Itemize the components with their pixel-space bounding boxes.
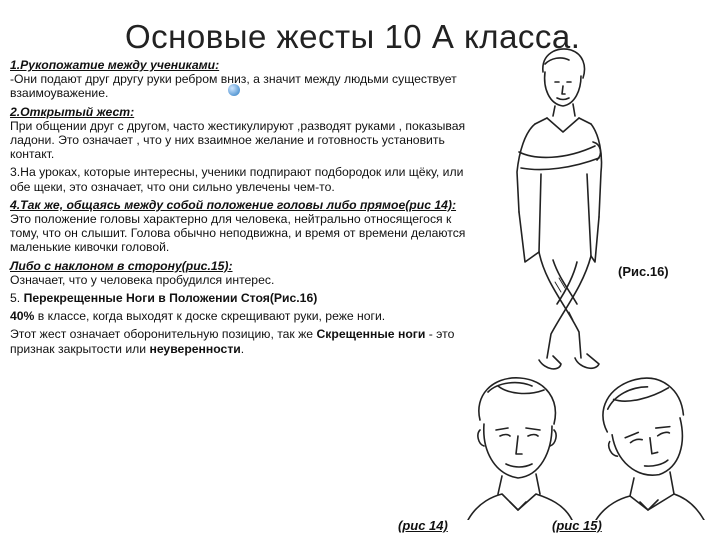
paragraph-1 bbox=[10, 58, 468, 101]
text-uncertainty: неуверенности bbox=[149, 341, 241, 356]
slide-title: Основые жесты 10 А класса. bbox=[125, 18, 581, 55]
heading-open-gesture: 2.Открытый жест: bbox=[10, 104, 135, 119]
figure-16-caption: (Рис.16) bbox=[618, 264, 669, 279]
paragraph-4 bbox=[10, 198, 468, 255]
text-chin-support: 3.На уроках, которые интересны, ученики подпирают подбородок или щёку, или обе щеки, это означает, что они сильно увлечены чем-то. bbox=[10, 165, 464, 194]
text-closed: - это признак закрытости или bbox=[10, 327, 455, 356]
text-crossed-legs-prefix: 5. bbox=[10, 291, 24, 306]
paragraph-6 bbox=[10, 291, 468, 305]
figure-14-caption: (рис 14) bbox=[398, 518, 448, 533]
text-head-position: Это положение головы характерно для человека, нейтрально относящегося к тому, что он слышит. Голова обычно неподвижна, и время от времени делаются маленькие кивочки головой. bbox=[10, 212, 466, 255]
text-percent: 40% bbox=[10, 309, 35, 324]
heading-head-tilt: Либо с наклоном в сторону(рис.15): bbox=[10, 258, 233, 273]
body-text bbox=[10, 58, 468, 360]
head-straight-illustration bbox=[458, 370, 578, 520]
text-crossed-arms: в классе, когда выходят к доске скрещивают руки, реже ноги. bbox=[34, 309, 386, 324]
paragraph-2 bbox=[10, 105, 468, 162]
text-handshake: -Они подают друг другу руки ребром вниз, а значит между людьми существует взаимоуважение. bbox=[10, 72, 457, 101]
head-tilted-illustration bbox=[588, 370, 708, 520]
paragraph-5 bbox=[10, 259, 468, 287]
text-defensive: Этот жест означает оборонительную позицию, так же bbox=[10, 327, 317, 342]
text-open-gesture: При общении друг с другом, часто жестикулируют ,разводят руками , показывая ладони. Это означает , что у них взаимное желание и готовность установить контакт. bbox=[10, 118, 466, 162]
heading-head-position: 4.Так же, общаясь между собой положение головы либо прямое(рис 14): bbox=[10, 197, 457, 212]
text-crossed-legs-title: Перекрещенные Ноги в Положении Стоя(Рис.16) bbox=[23, 291, 318, 306]
paragraph-7 bbox=[10, 309, 468, 323]
heading-handshake: 1.Рукопожатие между учениками: bbox=[10, 58, 220, 72]
standing-figure-illustration bbox=[495, 42, 625, 382]
text-end: . bbox=[240, 341, 245, 356]
paragraph-8 bbox=[10, 327, 468, 355]
text-head-tilt: Означает, что у человека пробудился интерес. bbox=[10, 272, 275, 287]
paragraph-3 bbox=[10, 165, 468, 193]
text-crossed-legs-bold: Скрещенные ноги bbox=[316, 327, 426, 342]
figure-15-caption: (рис 15) bbox=[552, 518, 602, 533]
